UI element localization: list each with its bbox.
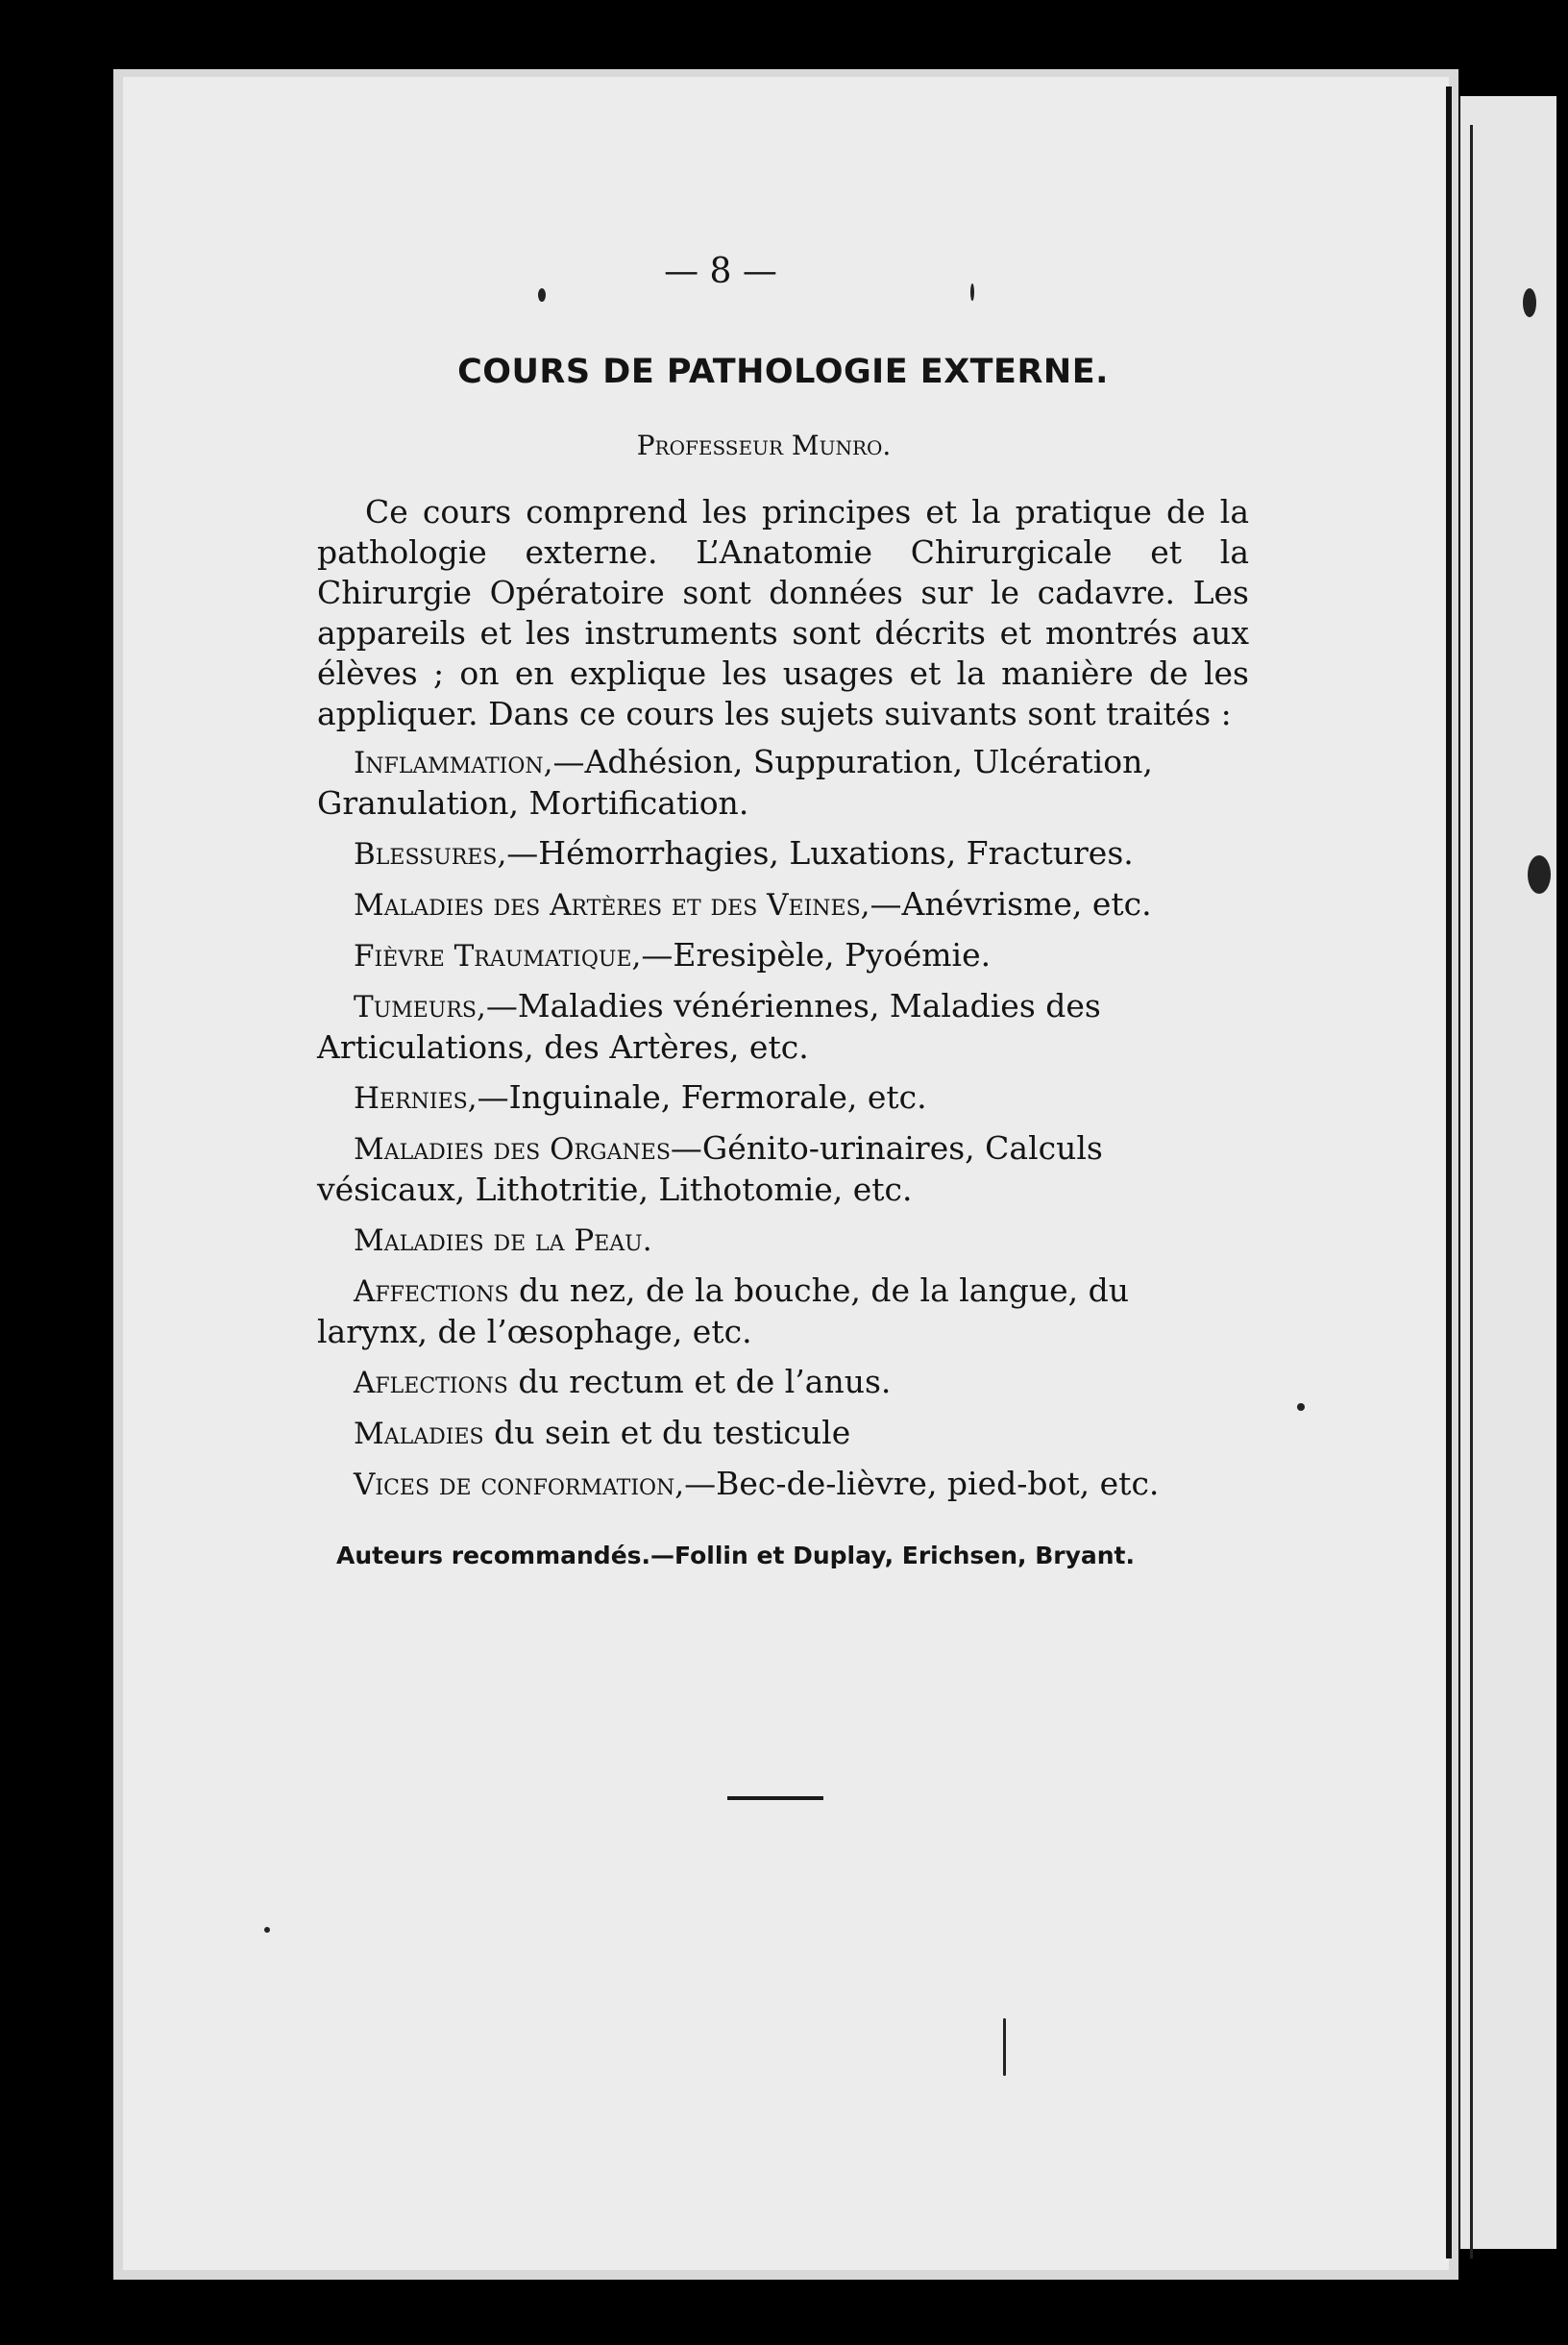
scan-speck <box>264 1927 270 1933</box>
scan-speck <box>1528 855 1551 894</box>
topic-item <box>317 986 1249 1068</box>
topic-text: —Anévrisme, etc. <box>870 885 1152 923</box>
topic-item <box>317 742 1249 824</box>
professor-name: Professeur Munro. <box>636 430 892 461</box>
page-text <box>317 252 1249 1569</box>
topic-head: Maladies <box>354 1417 484 1451</box>
topic-head: Maladies des Artères et des Veines, <box>354 888 870 923</box>
scan-speck <box>1523 288 1536 317</box>
topic-item <box>317 1271 1249 1352</box>
topic-item <box>317 1128 1249 1210</box>
topic-item <box>317 1077 1249 1119</box>
intro-paragraph: Ce cours comprend les principes et la pratique de la pathologie externe. L’Anatomie Chirurgicale et la Chirurgie Opératoire sont données sur le cadavre. Les appareils et les instruments sont décrits et montrés aux élèves ; on en explique les usages et la manière de les appliquer. Dans ce cours les sujets suivants sont traités : <box>317 493 1249 732</box>
recommended-authors: Auteurs recommandés.—Follin et Duplay, Erichsen, Bryant. <box>336 1542 1135 1569</box>
topic-item <box>317 833 1249 875</box>
topic-item <box>317 1413 1249 1454</box>
scan-speck <box>538 288 546 302</box>
topic-text: —Inguinale, Fermorale, etc. <box>477 1078 927 1116</box>
closing-rule <box>727 1796 823 1800</box>
topic-item <box>317 884 1249 926</box>
scan-speck <box>970 284 974 301</box>
topic-head: Blessures, <box>354 837 507 872</box>
topic-text: du sein et du testicule <box>483 1414 851 1451</box>
topic-head: Maladies des Organes <box>354 1132 671 1167</box>
topic-text: —Maladies vénériennes, Maladies des Articulations, des Artères, etc. <box>317 987 1101 1066</box>
topic-item <box>317 1362 1249 1403</box>
topic-head: Affections <box>354 1274 509 1309</box>
facing-page-edge <box>1460 96 1556 2249</box>
page-title: COURS DE PATHOLOGIE EXTERNE. <box>457 353 1109 391</box>
topic-item <box>317 1220 1249 1261</box>
topic-item <box>317 1464 1249 1505</box>
topic-head: Tumeurs, <box>354 990 486 1024</box>
topic-head: Maladies de la Peau. <box>354 1223 652 1258</box>
topic-text: —Adhésion, Suppuration, Ulcération, Granulation, Mortification. <box>317 743 1153 822</box>
page-number: — 8 — <box>664 252 777 291</box>
topic-text: —Eresipèle, Pyoémie. <box>641 936 992 974</box>
binding-thread <box>1470 125 1473 2259</box>
topic-item <box>317 935 1249 976</box>
topic-head: Vices de conformation, <box>354 1468 685 1502</box>
topic-head: Aflections <box>354 1366 508 1400</box>
topic-text: —Bec-de-lièvre, pied-bot, etc. <box>684 1465 1160 1502</box>
topic-text: —Hémorrhagies, Luxations, Fractures. <box>506 834 1134 872</box>
scan-speck <box>1003 2018 1006 2076</box>
topic-text: du rectum et de l’anus. <box>507 1363 892 1400</box>
topic-head: Hernies, <box>354 1081 478 1116</box>
topic-head: Inflammation, <box>354 746 553 780</box>
topic-text: du nez, de la bouche, de la langue, du larynx, de l’œsophage, etc. <box>317 1271 1129 1350</box>
scan-speck <box>1297 1403 1305 1411</box>
topic-text: —Génito-urinaires, Calculs vésicaux, Lithotritie, Lithotomie, etc. <box>317 1129 1103 1208</box>
topic-head: Fièvre Traumatique, <box>354 939 642 974</box>
binding-edge <box>1446 86 1452 2259</box>
